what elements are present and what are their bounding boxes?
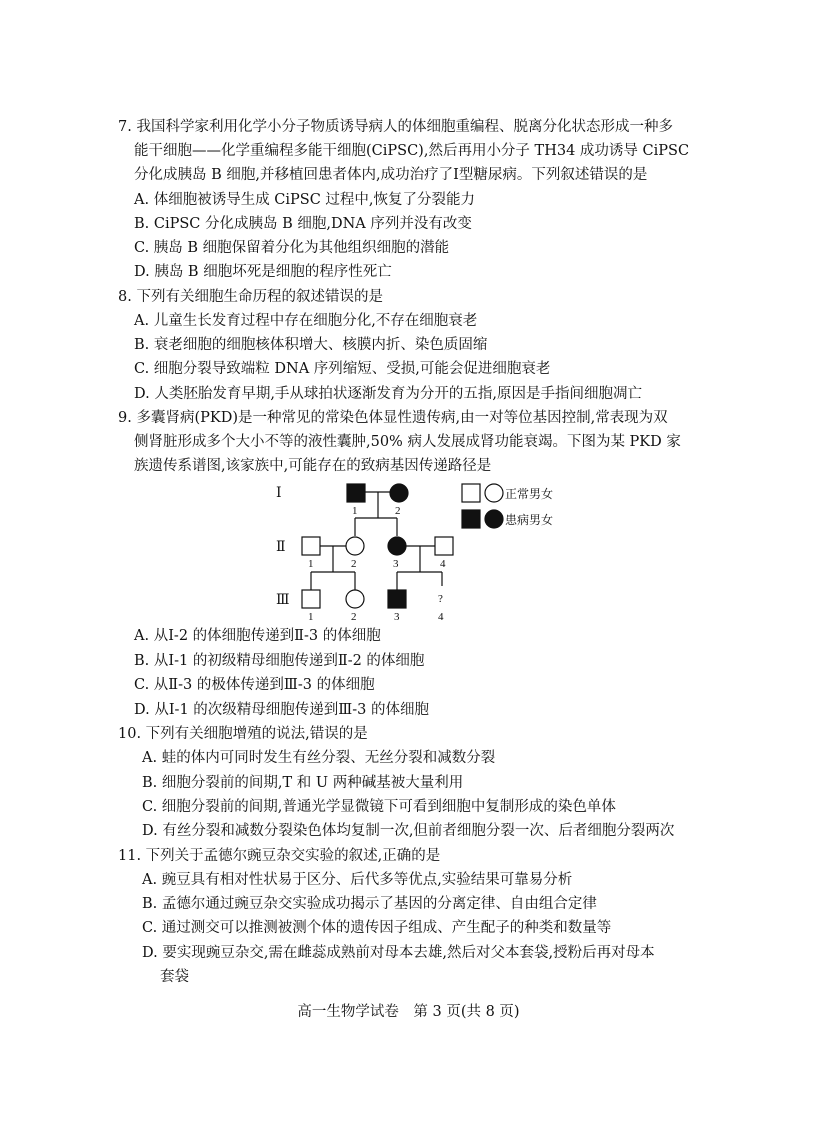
individual-ii2-number: 2 <box>351 558 357 570</box>
individual-ii1-normal-male <box>302 537 320 555</box>
q7-option-a: A. 体细胞被诱导生成 CiPSC 过程中,恢复了分裂能力 <box>134 192 476 208</box>
legend-affected-female-icon <box>485 510 503 528</box>
legend-affected-male-icon <box>462 510 480 528</box>
pedigree-chart <box>270 478 600 622</box>
q9-option-c: C. 从Ⅱ-3 的极体传递到Ⅲ-3 的体细胞 <box>134 677 375 693</box>
individual-i2-number: 2 <box>395 505 401 517</box>
q11-option-c: C. 通过测交可以推测被测个体的遗传因子组成、产生配子的种类和数量等 <box>142 920 612 936</box>
q10-option-a: A. 蛙的体内可同时发生有丝分裂、无丝分裂和减数分裂 <box>142 750 496 766</box>
q9-option-a: A. 从Ⅰ-2 的体细胞传递到Ⅱ-3 的体细胞 <box>134 628 381 644</box>
q10-stem: 10. 下列有关细胞增殖的说法,错误的是 <box>118 726 368 742</box>
individual-ii1-number: 1 <box>308 558 314 570</box>
generation-label-iii: Ⅲ <box>276 593 290 608</box>
individual-ii3-affected-female <box>388 537 406 555</box>
q9-option-d: D. 从Ⅰ-1 的次级精母细胞传递到Ⅲ-3 的体细胞 <box>134 702 430 718</box>
q7-stem-line-3: 分化成胰岛 B 细胞,并移植回患者体内,成功治疗了Ⅰ型糖尿病。下列叙述错误的是 <box>134 167 648 183</box>
q9-stem-line-2: 侧肾脏形成多个大小不等的液性囊肿,50% 病人发展成肾功能衰竭。下图为某 PKD 家 <box>134 434 681 450</box>
q7-option-c: C. 胰岛 B 细胞保留着分化为其他组织细胞的潜能 <box>134 240 450 256</box>
individual-iii2-number: 2 <box>351 611 357 622</box>
q7-stem-line-1: 7. 我国科学家利用化学小分子物质诱导病人的体细胞重编程、脱离分化状态形成一种多 <box>118 119 673 135</box>
q10-option-b: B. 细胞分裂前的间期,T 和 U 两种碱基被大量利用 <box>142 775 464 791</box>
q8-option-c: C. 细胞分裂导致端粒 DNA 序列缩短、受损,可能会促进细胞衰老 <box>134 361 551 377</box>
individual-iii4-unknown-mark: ? <box>438 593 443 605</box>
individual-iii4-number: 4 <box>438 611 444 622</box>
q8-option-a: A. 儿童生长发育过程中存在细胞分化,不存在细胞衰老 <box>134 313 478 329</box>
q11-stem: 11. 下列关于孟德尔豌豆杂交实验的叙述,正确的是 <box>118 848 441 864</box>
generation-label-i: Ⅰ <box>276 486 282 501</box>
q10-option-d: D. 有丝分裂和减数分裂染色体均复制一次,但前者细胞分裂一次、后者细胞分裂两次 <box>142 823 675 839</box>
individual-iii3-affected-male <box>388 590 406 608</box>
individual-ii2-normal-female <box>346 537 364 555</box>
individual-iii1-normal-male <box>302 590 320 608</box>
individual-iii2-normal-female <box>346 590 364 608</box>
q11-option-d: D. 要实现豌豆杂交,需在雌蕊成熟前对母本去雄,然后对父本套袋,授粉后再对母本 <box>142 945 655 961</box>
individual-ii3-number: 3 <box>393 558 399 570</box>
q8-option-d: D. 人类胚胎发育早期,手从球拍状逐渐发育为分开的五指,原因是手指间细胞凋亡 <box>134 386 643 402</box>
page-footer: 高一生物学试卷 第 3 页(共 8 页) <box>297 1004 520 1020</box>
q7-option-d: D. 胰岛 B 细胞坏死是细胞的程序性死亡 <box>134 264 392 280</box>
q8-option-b: B. 衰老细胞的细胞核体积增大、核膜内折、染色质固缩 <box>134 337 488 353</box>
individual-ii4-number: 4 <box>440 558 446 570</box>
q11-option-b: B. 孟德尔通过豌豆杂交实验成功揭示了基因的分离定律、自由组合定律 <box>142 896 597 912</box>
individual-i1-affected-male <box>347 484 365 502</box>
q10-option-c: C. 细胞分裂前的间期,普通光学显微镜下可看到细胞中复制形成的染色单体 <box>142 799 616 815</box>
legend-normal-label: 正常男女 <box>505 487 554 501</box>
q11-option-a: A. 豌豆具有相对性状易于区分、后代多等优点,实验结果可靠易分析 <box>142 872 573 888</box>
q7-option-b: B. CiPSC 分化成胰岛 B 细胞,DNA 序列并没有改变 <box>134 216 472 232</box>
individual-ii4-normal-male <box>435 537 453 555</box>
q7-stem-line-2: 能干细胞——化学重编程多能干细胞(CiPSC),然后再用小分子 TH34 成功诱导 CiPSC <box>134 143 690 159</box>
q9-stem-line-3: 族遗传系谱图,该家族中,可能存在的致病基因传递路径是 <box>134 458 492 474</box>
q8-stem: 8. 下列有关细胞生命历程的叙述错误的是 <box>118 289 383 305</box>
individual-iii3-number: 3 <box>394 611 400 622</box>
q9-option-b: B. 从Ⅰ-1 的初级精母细胞传递到Ⅱ-2 的体细胞 <box>134 653 425 669</box>
legend-affected-label: 患病男女 <box>505 513 554 527</box>
pedigree-lines <box>311 492 442 590</box>
individual-iii1-number: 1 <box>308 611 314 622</box>
individual-i2-affected-female <box>390 484 408 502</box>
legend-normal-female-icon <box>485 484 503 502</box>
generation-label-ii: Ⅱ <box>276 540 286 555</box>
pedigree-legend <box>462 484 553 528</box>
legend-normal-male-icon <box>462 484 480 502</box>
q11-option-d-continuation: 套袋 <box>160 969 189 985</box>
q9-stem-line-1: 9. 多囊肾病(PKD)是一种常见的常染色体显性遗传病,由一对等位基因控制,常表现为双 <box>118 410 668 426</box>
individual-i1-number: 1 <box>352 505 358 517</box>
